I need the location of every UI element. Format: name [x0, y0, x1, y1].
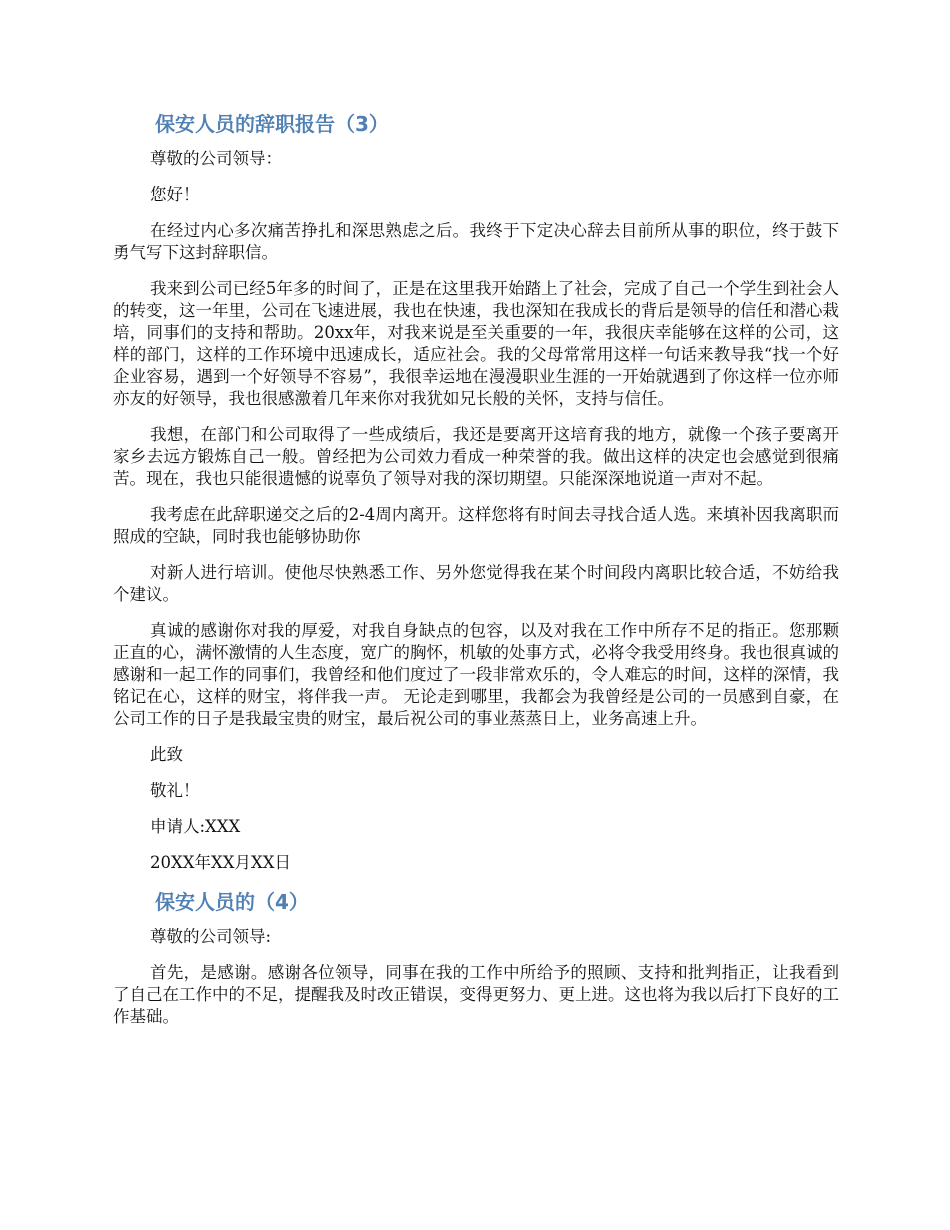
closing-line: 敬礼！: [150, 781, 200, 800]
closing-line: 此致: [150, 745, 183, 764]
section-heading: 保安人员的辞职报告（3）: [155, 112, 389, 136]
salutation: 尊敬的公司领导：: [150, 149, 282, 168]
body-paragraph: 在经过内心多次痛苦挣扎和深思熟虑之后。我终于下定决心辞去目前所从事的职位，终于鼓下勇气写下这封辞职信。: [113, 221, 839, 262]
body-paragraph: 真诚的感谢你对我的厚爱，对我自身缺点的包容，以及对我在工作中所存不足的指正。您那颗正直的心，满怀激情的人生态度，宽广的胸怀，机敏的处事方式，必将令我受用终身。我也很真诚的感谢和一起工作的同事们，我曾经和他们度过了一段非常欢乐的，令人难忘的时间，这样的深情，我铭记在心，这样的财宝，将伴我一声。 无论走到哪里，我都会为我曾经是公司的一员感到自豪，在公司工作的日子是我最宝贵的财宝，最后祝公司的事业蒸蒸日上，业务高速上升。: [113, 621, 839, 728]
body-paragraph: 我考虑在此辞职递交之后的2-4周内离开。这样您将有时间去寻找合适人选。来填补因我离职而照成的空缺，同时我也能够协助你: [113, 505, 839, 546]
date-line: 20XX年XX月XX日: [150, 853, 291, 872]
body-paragraph: 对新人进行培训。使他尽快熟悉工作、另外您觉得我在某个时间段内离职比较合适，不妨给我个建议。: [113, 563, 839, 604]
body-paragraph: 我来到公司已经5年多的时间了，正是在这里我开始踏上了社会，完成了自己一个学生到社会人的转变，这一年里，公司在飞速进展，我也在快速，我也深知在我成长的背后是领导的信任和潜心栽培，同事们的支持和帮助。20xx年，对我来说是至关重要的一年，我很庆幸能够在这样的公司，这样的部门，这样的工作环境中迅速成长，适应社会。我的父母常常用这样一句话来教导我“找一个好企业容易，遇到一个好领导不容易”，我很幸运地在漫漫职业生涯的一开始就遇到了你这样一位亦师亦友的好领导，我也很感激着几年来你对我犹如兄长般的关怀，支持与信任。: [113, 279, 839, 408]
body-paragraph: 我想，在部门和公司取得了一些成绩后，我还是要离开这培育我的地方，就像一个孩子要离开家乡去远方锻炼自己一般。曾经把为公司效力看成一种荣誉的我。做出这样的决定也会感觉到很痛苦。现在，我也只能很遗憾的说辜负了领导对我的深切期望。只能深深地说道一声对不起。: [113, 425, 839, 488]
salutation: 尊敬的公司领导:: [150, 927, 272, 946]
body-paragraph: 首先，是感谢。感谢各位领导，同事在我的工作中所给予的照顾、支持和批判指正，让我看到了自己在工作中的不足，提醒我及时改正错误，变得更努力、更上进。这也将为我以后打下良好的工作基础。: [113, 963, 839, 1026]
section-heading: 保安人员的（4）: [155, 890, 309, 914]
applicant-line: 申请人:XXX: [150, 817, 241, 836]
document-page: [113, 110, 839, 1042]
greeting: 您好！: [150, 185, 200, 204]
